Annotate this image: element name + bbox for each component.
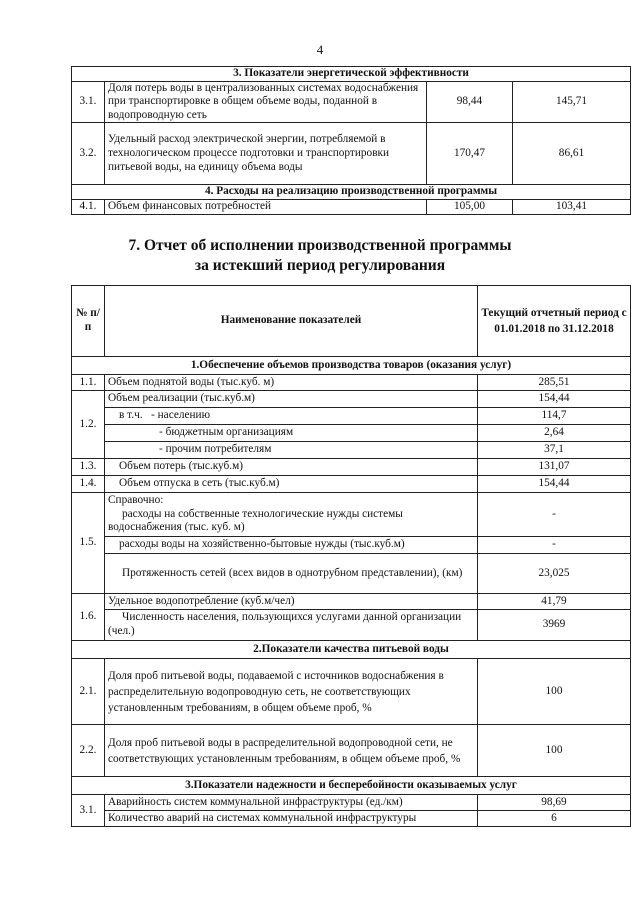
table-header-row: [72, 286, 631, 357]
table-row: [72, 459, 631, 476]
row-name: расходы воды на хозяйственно-бытовые нужды (тыс.куб.м): [105, 537, 478, 554]
reference-label: Справочно:: [108, 494, 164, 507]
row-name: Удельное водопотребление (куб.м/чел): [105, 594, 478, 610]
row-number: 1.4.: [72, 476, 105, 493]
row-value: 100: [478, 725, 631, 777]
row-value: 41,79: [478, 594, 631, 610]
row-number: 1.5.: [72, 493, 105, 594]
table-row: [72, 476, 631, 493]
table-row: [72, 594, 631, 610]
row-name: Удельный расход электрической энергии, потребляемой в технологическом процессе подготовки и транспортировки питьевой воды, на единицу объема воды: [105, 123, 427, 185]
row-value: -: [478, 537, 631, 554]
row-name: Количество аварий на системах коммунальной инфраструктуры: [105, 811, 478, 827]
header-number: № п/п: [72, 286, 105, 357]
row-number: 1.6.: [72, 594, 105, 641]
table-row: [72, 425, 631, 442]
energy-efficiency-table: [71, 66, 631, 215]
row-value: -: [478, 493, 631, 537]
section-title: 1.Обеспечение объемов производства товаров (оказания услуг): [72, 357, 631, 375]
row-number: 3.2.: [72, 123, 105, 185]
row-name: Объем финансовых потребностей: [105, 199, 427, 214]
table-row: [72, 81, 631, 123]
row-value: 100: [478, 659, 631, 725]
row-name: [105, 493, 478, 537]
production-program-report-table: [71, 285, 631, 827]
row-name: Объем реализации (тыс.куб.м): [105, 391, 478, 408]
row-name: Аварийность систем коммунальной инфраструктуры (ед./км): [105, 795, 478, 811]
row-value-fact: 103,41: [513, 199, 631, 214]
row-name: Объем поднятой воды (тыс.куб. м): [105, 375, 478, 391]
row-number: 3.1.: [72, 81, 105, 123]
section-title: 3. Показатели энергетической эффективности: [72, 67, 631, 82]
row-value-fact: 145,71: [513, 81, 631, 123]
row-number: 3.1.: [72, 795, 105, 827]
table-row: [72, 725, 631, 777]
row-value-plan: 98,44: [427, 81, 513, 123]
row-name: Численность населения, пользующихся услугами данной организации (чел.): [105, 610, 478, 641]
row-name-text: расходы на собственные технологические нужды системы водоснабжения (тыс. куб. м): [108, 507, 403, 534]
row-value: 114,7: [478, 408, 631, 425]
row-value-plan: 170,47: [427, 123, 513, 185]
table-row: [72, 442, 631, 459]
page-number: 4: [316, 42, 324, 57]
row-number: 1.1.: [72, 375, 105, 391]
row-number: 1.3.: [72, 459, 105, 476]
row-value: 6: [478, 811, 631, 827]
table-row: [72, 391, 631, 408]
heading-line-2: за истекший период регулирования: [194, 257, 446, 274]
row-value: 2,64: [478, 425, 631, 442]
heading-line-1: 7. Отчет об исполнении производственной программы: [128, 237, 512, 254]
row-value: 131,07: [478, 459, 631, 476]
table-row: [72, 610, 631, 641]
row-name: - бюджетным организациям: [105, 425, 478, 442]
table-row: [72, 199, 631, 214]
row-number: 1.2.: [72, 391, 105, 459]
row-name: Доля проб питьевой воды в распределительной водопроводной сети, не соответствующих установленным требованиям, в общем объеме проб, %: [105, 725, 478, 777]
row-value: 3969: [478, 610, 631, 641]
header-period: Текущий отчетный период с 01.01.2018 по 31.12.2018: [478, 286, 631, 357]
table-row: [72, 375, 631, 391]
section-title: 3.Показатели надежности и бесперебойности оказываемых услуг: [72, 777, 631, 795]
row-value-plan: 105,00: [427, 199, 513, 214]
row-value: 23,025: [478, 554, 631, 594]
table-row: [72, 659, 631, 725]
row-name: в т.ч. - населению: [105, 408, 478, 425]
row-name: Объем потерь (тыс.куб.м): [105, 459, 478, 476]
row-name: - прочим потребителям: [105, 442, 478, 459]
row-name: Доля проб питьевой воды, подаваемой с источников водоснабжения в распределительную водопроводную сеть, не соответствующих установленным требованиям, в общем объеме проб, %: [105, 659, 478, 725]
row-value-fact: 86,61: [513, 123, 631, 185]
table-row: [72, 811, 631, 827]
table-row: [72, 408, 631, 425]
section-title: 4. Расходы на реализацию производственной программы: [72, 185, 631, 200]
row-value: 98,69: [478, 795, 631, 811]
row-value: 154,44: [478, 476, 631, 493]
table-row: [72, 554, 631, 594]
row-value: 37,1: [478, 442, 631, 459]
table-row: [72, 537, 631, 554]
header-name: Наименование показателей: [105, 286, 478, 357]
row-value: 285,51: [478, 375, 631, 391]
row-number: 2.2.: [72, 725, 105, 777]
table-row: [72, 795, 631, 811]
section-heading: [0, 236, 640, 276]
row-name: Протяженность сетей (всех видов в однотрубном представлении), (км): [105, 554, 478, 594]
row-value: 154,44: [478, 391, 631, 408]
table-row: [72, 123, 631, 185]
row-number: 4.1.: [72, 199, 105, 214]
row-name: Доля потерь воды в централизованных системах водоснабжения при транспортировке в общем объеме воды, поданной в водопроводную сеть: [105, 81, 427, 123]
table-row: [72, 493, 631, 537]
row-number: 2.1.: [72, 659, 105, 725]
row-name: Объем отпуска в сеть (тыс.куб.м): [105, 476, 478, 493]
section-title: 2.Показатели качества питьевой воды: [72, 641, 631, 659]
